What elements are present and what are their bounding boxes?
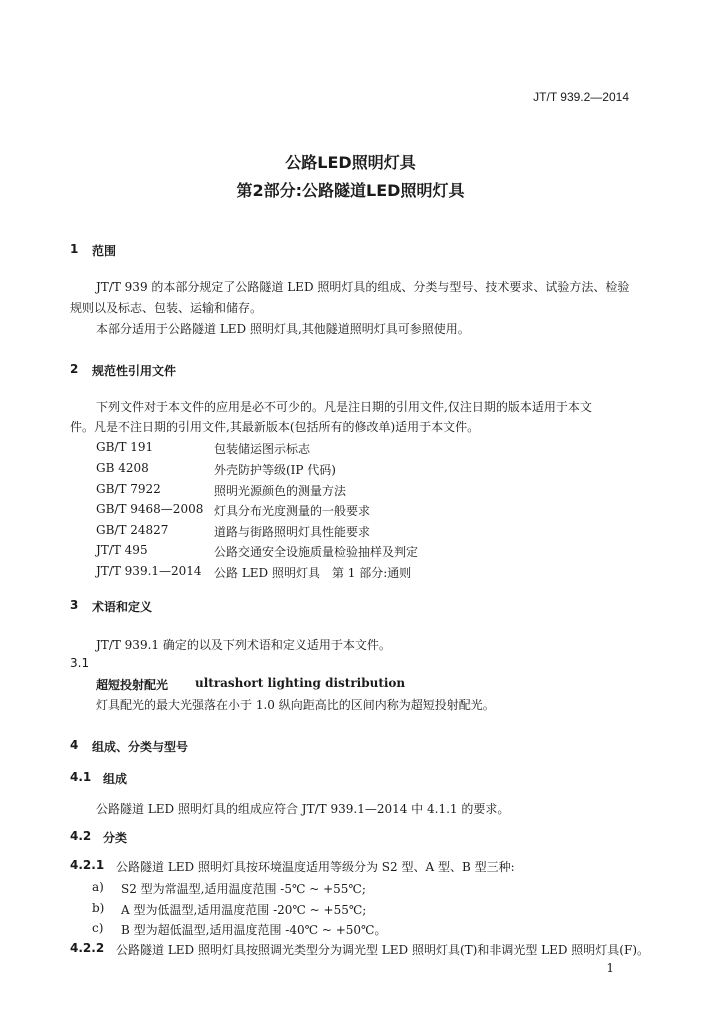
reference-code: JT/T 939.1—2014 [96, 564, 202, 578]
section-2-paragraph-line-1: 下列文件对于本文件的应用是必不可少的。凡是注日期的引用文件,仅注日期的版本适用于本文 [96, 400, 592, 414]
list-item-text: A 型为低温型,适用温度范围 -20℃ ~ +55℃; [121, 903, 367, 917]
reference-title: 包装储运图示标志 [214, 442, 311, 456]
reference-code: GB/T 191 [96, 440, 154, 454]
reference-title: 照明光源颜色的测量方法 [214, 484, 347, 498]
section-1-heading: 范围 [92, 244, 117, 258]
section-3-number: 3 [70, 598, 79, 612]
section-1-paragraph-1-line-1: JT/T 939 的本部分规定了公路隧道 LED 照明灯具的组成、分类与型号、技术要求、试验方法、检验 [96, 280, 630, 294]
clause-4-2-2-number: 4.2.2 [70, 941, 105, 955]
page-number: 1 [606, 961, 614, 975]
standard-number: JT/T 939.2—2014 [533, 90, 629, 104]
subsection-4-1-number: 4.1 [70, 770, 92, 784]
term-number: 3.1 [70, 656, 90, 670]
reference-title: 公路 LED 照明灯具 第 1 部分:通则 [214, 566, 412, 580]
subsection-4-1-text: 公路隧道 LED 照明灯具的组成应符合 JT/T 939.1—2014 中 4.1.1 的要求。 [96, 802, 510, 816]
reference-code: JT/T 495 [96, 543, 148, 557]
clause-4-2-1-text: 公路隧道 LED 照明灯具按环境温度适用等级分为 S2 型、A 型、B 型三种: [116, 860, 515, 874]
list-item-text: S2 型为常温型,适用温度范围 -5℃ ~ +55℃; [121, 882, 366, 896]
clause-4-2-2-text: 公路隧道 LED 照明灯具按照调光类型分为调光型 LED 照明灯具(T)和非调光型 LED 照明灯具(F)。 [116, 943, 649, 957]
clause-4-2-1-number: 4.2.1 [70, 858, 105, 872]
subsection-4-2-number: 4.2 [70, 829, 92, 843]
reference-title: 灯具分布光度测量的一般要求 [214, 504, 371, 518]
subsection-4-1-heading: 组成 [103, 772, 128, 786]
section-1-number: 1 [70, 242, 79, 256]
reference-title: 道路与街路照明灯具性能要求 [214, 525, 371, 539]
document-title-line2: 第2部分:公路隧道LED照明灯具 [236, 181, 465, 200]
list-item-label: a) [92, 880, 104, 894]
section-3-intro: JT/T 939.1 确定的以及下列术语和定义适用于本文件。 [96, 638, 391, 652]
section-4-number: 4 [70, 738, 79, 752]
subsection-4-2-heading: 分类 [103, 831, 128, 845]
reference-code: GB/T 24827 [96, 523, 169, 537]
reference-title: 公路交通安全设施质量检验抽样及判定 [214, 545, 419, 559]
section-3-heading: 术语和定义 [92, 600, 153, 614]
term-chinese: 超短投射配光 [96, 678, 169, 692]
term-definition: 灯具配光的最大光强落在小于 1.0 纵向距高比的区间内称为超短投射配光。 [96, 698, 495, 712]
list-item-text: B 型为超低温型,适用温度范围 -40℃ ~ +50℃。 [121, 923, 387, 937]
list-item-label: c) [92, 921, 104, 935]
reference-code: GB/T 9468—2008 [96, 502, 204, 516]
section-2-number: 2 [70, 362, 79, 376]
list-item-label: b) [92, 901, 105, 915]
reference-code: GB/T 7922 [96, 482, 161, 496]
document-title-line1: 公路LED照明灯具 [285, 153, 416, 172]
reference-code: GB 4208 [96, 461, 149, 475]
section-4-heading: 组成、分类与型号 [92, 740, 189, 754]
section-1-paragraph-1-line-2: 规则以及标志、包装、运输和储存。 [70, 301, 263, 315]
term-english: ultrashort lighting distribution [195, 676, 406, 690]
section-2-paragraph-line-2: 件。凡是不注日期的引用文件,其最新版本(包括所有的修改单)适用于本文件。 [70, 420, 480, 434]
reference-title: 外壳防护等级(IP 代码) [214, 463, 336, 477]
section-1-paragraph-2: 本部分适用于公路隧道 LED 照明灯具,其他隧道照明灯具可参照使用。 [96, 322, 470, 336]
section-2-heading: 规范性引用文件 [92, 364, 177, 378]
